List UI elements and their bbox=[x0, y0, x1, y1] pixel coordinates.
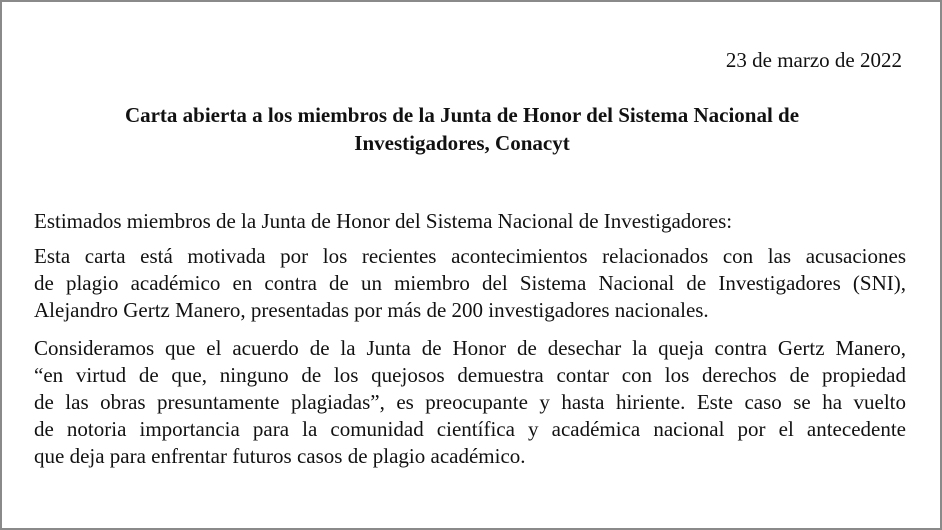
paragraph-line: de plagio académico en contra de un miembro del Sistema Nacional de Investigadores (SNI), bbox=[34, 271, 906, 295]
paragraph-line: Esta carta está motivada por los recientes acontecimientos relacionados con las acusaciones bbox=[34, 244, 906, 268]
letter-body bbox=[34, 208, 906, 481]
paragraph-line: que deja para enfrentar futuros casos de plagio académico. bbox=[34, 444, 526, 468]
paragraph-line: de las obras presuntamente plagiadas”, es preocupante y hasta hiriente. Este caso se ha vuelto bbox=[34, 390, 906, 414]
salutation: Estimados miembros de la Junta de Honor del Sistema Nacional de Investigadores: bbox=[34, 209, 733, 233]
paragraph-line: Consideramos que el acuerdo de la Junta de Honor de desechar la queja contra Gertz Manero, bbox=[34, 336, 906, 360]
letter-date: 23 de marzo de 2022 bbox=[725, 48, 902, 72]
paragraph-line: Alejandro Gertz Manero, presentadas por más de 200 investigadores nacionales. bbox=[34, 298, 709, 322]
paragraph-1 bbox=[34, 243, 906, 324]
paragraph-2 bbox=[34, 335, 906, 470]
title-line: Carta abierta a los miembros de la Junta de Honor del Sistema Nacional de bbox=[124, 103, 800, 127]
title-line: Investigadores, Conacyt bbox=[354, 131, 570, 155]
paragraph-line: de notoria importancia para la comunidad científica y académica nacional por el antecedente bbox=[34, 417, 906, 441]
paragraph-line: “en virtud de que, ninguno de los quejosos demuestra contar con los derechos de propiedad bbox=[34, 363, 906, 387]
letter-title bbox=[42, 101, 882, 157]
